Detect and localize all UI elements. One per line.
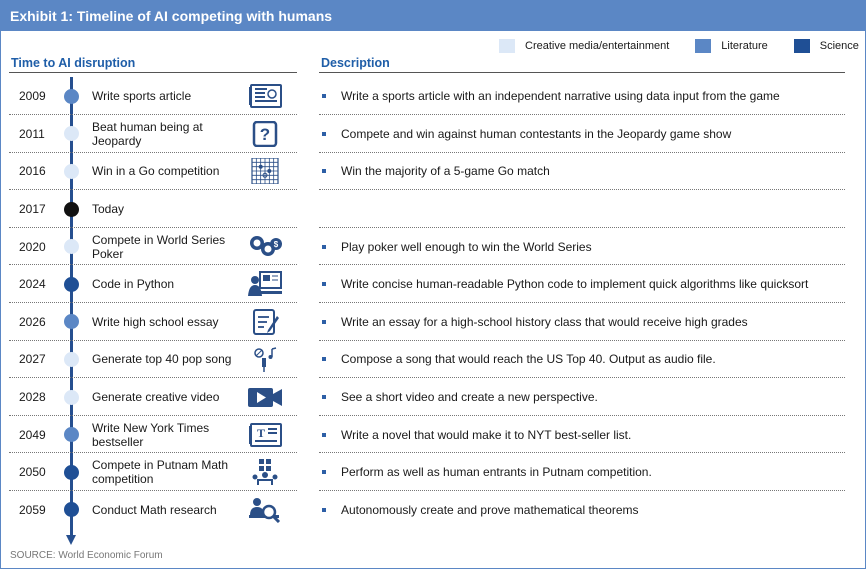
microphone-icon [247,346,283,372]
source-note: SOURCE: World Economic Forum [10,550,163,561]
row-year: 2026 [19,314,46,329]
row-task: Generate top 40 pop song [92,352,232,367]
column-header-description: Description [321,56,390,70]
poker-chips-icon [247,234,283,260]
row-description: See a short video and create a new perspective. [341,390,598,405]
timeline-dot-creative [64,352,79,367]
bullet-icon [322,245,326,249]
timeline-row [1,190,866,228]
bullet-icon [322,320,326,324]
bullet-icon [322,395,326,399]
programmer-icon [247,271,283,297]
bullet-icon [322,94,326,98]
bullet-icon [322,433,326,437]
legend-swatch-literature [695,39,711,53]
timeline-dot-literature [64,314,79,329]
timeline-row [1,115,866,153]
timeline-row [1,228,866,266]
row-description: Perform as well as human entrants in Putnam competition. [341,465,652,480]
timeline-row [1,454,866,492]
legend-label: Science [819,40,859,52]
row-task: Win in a Go competition [92,164,220,179]
question-box-icon [247,121,283,147]
timeline-dot-science [64,465,79,480]
header-divider [9,72,297,73]
legend-item-science [794,39,859,53]
timeline-dot-creative [64,164,79,179]
row-task: Generate creative video [92,390,220,405]
timeline-row [1,416,866,454]
row-description: Write a novel that would make it to NYT best-seller list. [341,427,632,442]
row-task: Today [92,202,125,217]
essay-icon [247,309,283,335]
row-year: 2028 [19,390,46,405]
bullet-icon [322,470,326,474]
legend-label: Creative media/entertainment [525,40,670,52]
row-year: 2050 [19,465,46,480]
legend [499,38,859,54]
row-year: 2020 [19,239,46,254]
legend-label: Literature [721,40,768,52]
timeline-row [1,78,866,116]
row-description: Compete and win against human contestants in the Jeopardy game show [341,126,732,141]
row-task: Conduct Math research [92,502,217,517]
legend-item-creative [499,39,669,53]
row-description: Compose a song that would reach the US Top 40. Output as audio file. [341,352,716,367]
legend-swatch-science [794,39,810,53]
timeline-dot-science [64,502,79,517]
row-task: Compete in World Series Poker [92,232,226,261]
nyt-newspaper-icon [247,422,283,448]
row-description: Win the majority of a 5-game Go match [341,164,550,179]
bullet-icon [322,357,326,361]
row-year: 2016 [19,164,46,179]
row-year: 2017 [19,202,46,217]
timeline-row [1,378,866,416]
video-camera-icon [247,384,283,410]
timeline-row [1,153,866,191]
row-description: Play poker well enough to win the World Series [341,239,592,254]
row-description: Write an essay for a high-school history class that would receive high grades [341,314,748,329]
timeline-dot-literature [64,89,79,104]
timeline-row [1,491,866,529]
math-competition-icon [247,459,283,485]
row-year: 2009 [19,89,46,104]
row-year: 2027 [19,352,46,367]
row-year: 2011 [19,126,45,141]
row-description: Write concise human-readable Python code to implement quick algorithms like quicksort [341,277,809,292]
row-task: Write high school essay [92,314,219,329]
newspaper-icon [247,83,283,109]
bullet-icon [322,169,326,173]
timeline-dot-science [64,277,79,292]
timeline-row [1,303,866,341]
row-task: Compete in Putnam Math competition [92,458,229,487]
timeline-arrow-icon [66,535,76,545]
svg-text:T: T [256,425,266,440]
legend-swatch-creative [499,39,515,53]
row-year: 2049 [19,427,46,442]
row-task: Write sports article [92,89,192,104]
legend-item-literature [695,39,767,53]
row-description: Write a sports article with an independent narrative using data input from the game [341,89,780,104]
row-task: Code in Python [92,277,175,292]
svg-text:$: $ [273,239,279,249]
header-divider [319,72,845,73]
timeline-dot-literature [64,427,79,442]
timeline-row [1,266,866,304]
row-task: Beat human being at Jeopardy [92,119,203,148]
timeline-dot-creative [64,390,79,405]
timeline-dot-today [64,202,79,217]
exhibit-title: Exhibit 1: Timeline of AI competing with humans [1,1,866,31]
bullet-icon [322,282,326,286]
row-task: Write New York Times bestseller [92,420,210,449]
timeline-row [1,341,866,379]
row-description: Autonomously create and prove mathematical theorems [341,502,639,517]
bullet-icon [322,132,326,136]
row-year: 2059 [19,502,46,517]
research-icon [247,497,283,523]
column-header-time: Time to AI disruption [11,56,136,70]
bullet-icon [322,508,326,512]
row-year: 2024 [19,277,46,292]
timeline-dot-creative [64,126,79,141]
go-board-icon [247,158,283,184]
timeline-dot-creative [64,239,79,254]
svg-text:?: ? [259,124,271,144]
